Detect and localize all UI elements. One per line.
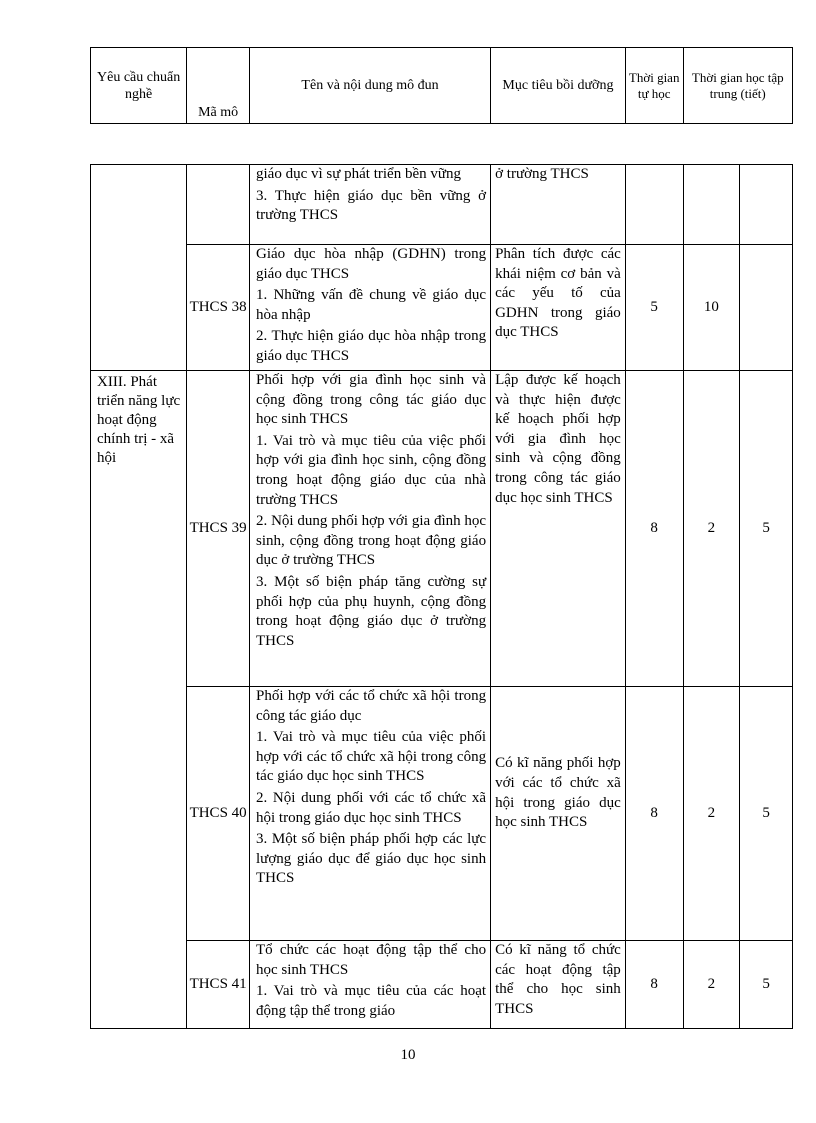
self-study-hours: 5: [625, 245, 683, 371]
module-goal: [491, 165, 626, 245]
content-line: Tổ chức các hoạt động tập thể cho học sinh THCS: [256, 942, 487, 978]
content-line: 3. Một số biện pháp tăng cường sự phối hợp của phụ huynh, cộng đồng trong hoạt động giáo dục ở trường THCS: [256, 573, 487, 649]
self-study-hours: 8: [625, 371, 683, 687]
header-standard: Yêu cầu chuẩn nghề: [91, 48, 187, 124]
table-row: [91, 371, 793, 687]
module-code: THCS 38: [187, 245, 250, 371]
module-content: [250, 245, 491, 371]
module-goal: [491, 941, 626, 1029]
goal-text: Lập được kế hoạch và thực hiện được kế hoạch phối hợp với gia đình học sinh và cộng đồng trong công tác giáo dục học sinh THCS: [495, 372, 621, 506]
module-goal: [491, 245, 626, 371]
table-row: [91, 941, 793, 1029]
header-row: [91, 48, 793, 124]
concentrated-hours: 2: [683, 941, 740, 1029]
module-code: [187, 165, 250, 245]
extra-hours: 5: [740, 941, 793, 1029]
content-line: 1. Những vấn đề chung về giáo dục hòa nhập: [256, 287, 487, 323]
concentrated-hours: [683, 165, 740, 245]
table-row: [91, 687, 793, 941]
extra-hours: [740, 245, 793, 371]
header-self-study: Thời gian tự học: [625, 48, 683, 124]
module-table: [90, 164, 793, 1029]
goal-text: Phân tích được các khái niệm cơ bản và các yếu tố của GDHN trong giáo dục THCS: [495, 246, 621, 341]
module-content: [250, 371, 491, 687]
content-line: 1. Vai trò và mục tiêu của các hoạt động tập thể trong giáo: [256, 983, 487, 1019]
module-content: [250, 687, 491, 941]
concentrated-hours: 2: [683, 371, 740, 687]
self-study-hours: 8: [625, 941, 683, 1029]
self-study-hours: [625, 165, 683, 245]
content-line: giáo dục vì sự phát triển bền vững: [256, 166, 461, 182]
category-cell: [91, 165, 187, 371]
table-row: [91, 245, 793, 371]
header-module-name: Tên và nội dung mô đun: [250, 48, 491, 124]
module-goal: [491, 371, 626, 687]
module-code: THCS 41: [187, 941, 250, 1029]
goal-text: Có kĩ năng tổ chức các hoạt động tập thể cho học sinh THCS: [495, 942, 621, 1017]
goal-text: ở trường THCS: [495, 166, 589, 182]
content-line: Phối hợp với gia đình học sinh và cộng đồng trong công tác giáo dục học sinh THCS: [256, 372, 487, 428]
module-goal: [491, 687, 626, 941]
header-concentrated: Thời gian học tập trung (tiết): [683, 48, 792, 124]
module-content: [250, 165, 491, 245]
extra-hours: 5: [740, 371, 793, 687]
extra-hours: [740, 165, 793, 245]
module-content: [250, 941, 491, 1029]
content-line: Giáo dục hòa nhập (GDHN) trong giáo dục THCS: [256, 246, 487, 282]
content-line: Phối hợp với các tổ chức xã hội trong công tác giáo dục: [256, 688, 487, 724]
module-code: THCS 40: [187, 687, 250, 941]
header-table: [90, 47, 793, 124]
content-line: 1. Vai trò và mục tiêu của việc phối hợp với gia đình học sinh, cộng đồng trong hoạt động giáo dục của nhà trường THCS: [256, 432, 487, 508]
content-line: 1. Vai trò và mục tiêu của việc phối hợp với các tổ chức xã hội trong công tác giáo dục học sinh THCS: [256, 729, 487, 785]
header-goal: Mục tiêu bồi dưỡng: [491, 48, 626, 124]
content-line: 3. Một số biện pháp phối hợp các lực lượng giáo dục để giáo dục học sinh THCS: [256, 831, 487, 887]
content-line: 2. Thực hiện giáo dục hòa nhập trong giáo dục THCS: [256, 328, 487, 364]
header-module-code: Mã mô: [187, 48, 250, 124]
content-line: 3. Thực hiện giáo dục bền vững ở trường THCS: [256, 187, 487, 224]
module-code: THCS 39: [187, 371, 250, 687]
table-row: [91, 165, 793, 245]
page-number: 10: [400, 1047, 416, 1063]
content-line: 2. Nội dung phối hợp với gia đình học sinh, cộng đồng trong hoạt động giáo dục ở trường THCS: [256, 513, 487, 569]
content-line: 2. Nội dung phối với các tổ chức xã hội trong giáo dục học sinh THCS: [256, 789, 487, 826]
concentrated-hours: 10: [683, 245, 740, 371]
extra-hours: 5: [740, 687, 793, 941]
concentrated-hours: 2: [683, 687, 740, 941]
self-study-hours: 8: [625, 687, 683, 941]
category-cell: XIII. Phát triển năng lực hoạt động chính trị - xã hội: [91, 371, 187, 1029]
goal-text: Có kĩ năng phối hợp với các tổ chức xã hội trong giáo dục học sinh THCS: [495, 755, 621, 831]
